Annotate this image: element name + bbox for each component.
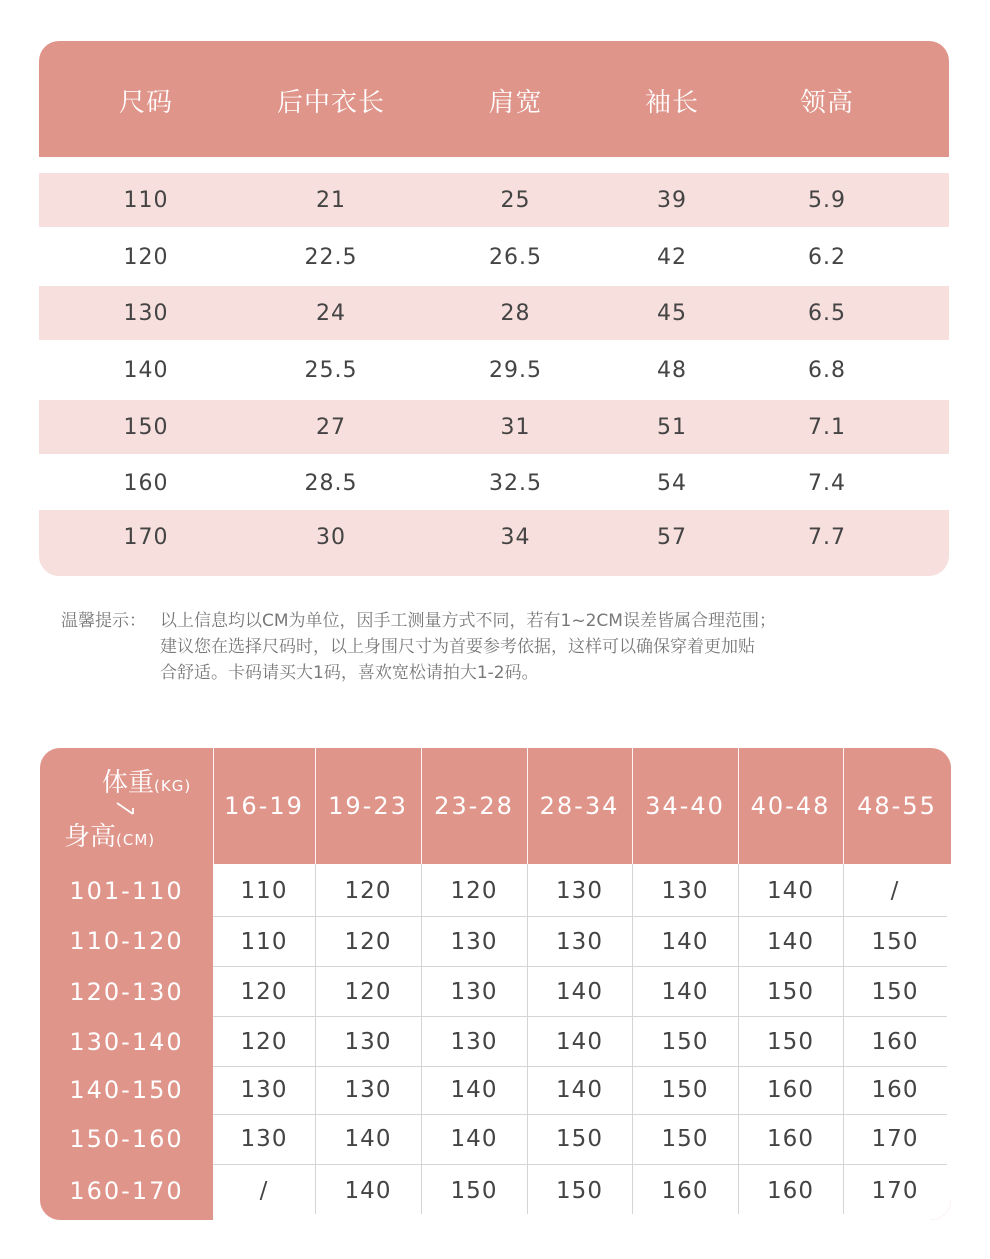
size-recommendation-cell: 130 bbox=[450, 929, 498, 955]
collar-height-cell: 7.7 bbox=[808, 525, 846, 550]
sleeve-length-cell: 39 bbox=[657, 188, 687, 213]
size-recommendation-cell: 140 bbox=[556, 1077, 603, 1103]
size-recommendation-cell: 120 bbox=[240, 979, 288, 1005]
table-row bbox=[39, 173, 949, 227]
sleeve-length-cell: 57 bbox=[657, 525, 687, 550]
sleeve-length-cell: 45 bbox=[657, 301, 687, 326]
size-recommendation-cell: 120 bbox=[450, 878, 498, 904]
size-recommendation-cell: 150 bbox=[767, 979, 814, 1005]
size-cell: 140 bbox=[123, 358, 169, 383]
size-recommendation-cell: 150 bbox=[556, 1126, 603, 1152]
back-length-cell: 25.5 bbox=[304, 358, 358, 383]
table-row bbox=[39, 510, 949, 576]
size-recommendation-cell: 150 bbox=[871, 929, 919, 955]
sleeve-length-cell: 54 bbox=[657, 471, 687, 496]
size-recommendation-cell: 160 bbox=[767, 1178, 814, 1204]
size-recommendation-cell: 150 bbox=[767, 1029, 814, 1055]
height-range-header: 160-170 bbox=[69, 1177, 184, 1205]
height-range-header: 101-110 bbox=[69, 877, 184, 905]
size-recommendation-cell: 140 bbox=[767, 878, 814, 904]
size-recommendation-cell: 170 bbox=[871, 1126, 919, 1152]
size-recommendation-cell: 150 bbox=[556, 1178, 603, 1204]
size-recommendation-cell: 110 bbox=[240, 878, 288, 904]
collar-height-cell: 7.1 bbox=[808, 415, 846, 440]
size-recommendation-cell: 140 bbox=[661, 979, 709, 1005]
weight-height-table bbox=[40, 748, 951, 1220]
size-recommendation-cell: 130 bbox=[661, 878, 709, 904]
size-cell: 130 bbox=[123, 301, 169, 326]
shoulder-width-cell: 26.5 bbox=[489, 245, 542, 270]
height-range-header: 130-140 bbox=[69, 1028, 184, 1056]
height-range-header: 110-120 bbox=[69, 927, 184, 955]
weight-range-header: 28-34 bbox=[539, 792, 620, 820]
height-unit: (CM) bbox=[116, 831, 156, 849]
weight-unit: (KG) bbox=[154, 777, 192, 795]
height-range-header: 150-160 bbox=[69, 1125, 184, 1153]
size-recommendation-cell: 150 bbox=[661, 1077, 709, 1103]
height-label: 身高 bbox=[64, 822, 117, 852]
notes-line: 以上信息均以CM为单位，因手工测量方式不同，若有1~2CM误差皆属合理范围； bbox=[160, 611, 776, 631]
shoulder-width-cell: 34 bbox=[500, 525, 531, 550]
notes-label: 温馨提示： bbox=[61, 611, 146, 631]
size-recommendation-cell: 160 bbox=[871, 1029, 919, 1055]
size-recommendation-cell: 150 bbox=[661, 1126, 709, 1152]
size-recommendation-cell: 130 bbox=[450, 1029, 498, 1055]
corner-height-label bbox=[64, 816, 155, 853]
size-recommendation-cell: 150 bbox=[661, 1029, 709, 1055]
size-recommendation-cell: / bbox=[890, 878, 900, 904]
shoulder-width-cell: 29.5 bbox=[489, 358, 542, 383]
shoulder-width-cell: 31 bbox=[500, 415, 531, 440]
size-recommendation-cell: 130 bbox=[556, 929, 603, 955]
table-row bbox=[39, 456, 949, 510]
sleeve-length-cell: 48 bbox=[657, 358, 687, 383]
size-recommendation-cell: 120 bbox=[344, 878, 392, 904]
collar-height-cell: 6.2 bbox=[808, 245, 846, 270]
table-row bbox=[39, 400, 949, 454]
back-length-cell: 22.5 bbox=[304, 245, 358, 270]
size-recommendation-cell: 120 bbox=[344, 929, 392, 955]
collar-height-cell: 7.4 bbox=[808, 471, 846, 496]
size-recommendation-cell: 140 bbox=[450, 1126, 498, 1152]
size-recommendation-cell: 150 bbox=[450, 1178, 498, 1204]
size-recommendation-cell: 120 bbox=[240, 1029, 288, 1055]
size-recommendation-cell: 160 bbox=[767, 1077, 814, 1103]
header-shoulder-width: 肩宽 bbox=[488, 88, 543, 118]
size-recommendation-cell: 160 bbox=[871, 1077, 919, 1103]
notes-text bbox=[160, 608, 930, 686]
back-length-cell: 27 bbox=[316, 415, 346, 440]
size-recommendation-cell: 140 bbox=[767, 929, 814, 955]
size-recommendation-cell: 140 bbox=[556, 979, 603, 1005]
size-recommendation-cell: 160 bbox=[767, 1126, 814, 1152]
shoulder-width-cell: 32.5 bbox=[489, 471, 542, 496]
size-recommendation-cell: 140 bbox=[556, 1029, 603, 1055]
weight-range-header: 23-28 bbox=[434, 792, 514, 820]
size-recommendation-cell: 130 bbox=[240, 1126, 288, 1152]
weight-range-header: 16-19 bbox=[224, 792, 304, 820]
notes-line: 合舒适。卡码请买大1码，喜欢宽松请拍大1-2码。 bbox=[160, 663, 539, 683]
collar-height-cell: 5.9 bbox=[808, 188, 846, 213]
collar-height-cell: 6.5 bbox=[808, 301, 846, 326]
height-range-header: 140-150 bbox=[69, 1076, 184, 1104]
size-cell: 160 bbox=[123, 471, 169, 496]
table-row bbox=[39, 343, 949, 397]
size-recommendation-cell: 110 bbox=[240, 929, 288, 955]
weight-range-header: 19-23 bbox=[328, 792, 408, 820]
back-length-cell: 28.5 bbox=[304, 471, 358, 496]
weight-range-header: 34-40 bbox=[645, 792, 725, 820]
size-recommendation-cell: 130 bbox=[450, 979, 498, 1005]
header-collar-height: 领高 bbox=[799, 88, 854, 118]
size-recommendation-cell: 140 bbox=[661, 929, 709, 955]
size-recommendation-cell: 130 bbox=[240, 1077, 288, 1103]
size-cell: 150 bbox=[123, 415, 169, 440]
header-size: 尺码 bbox=[118, 88, 173, 118]
weight-label: 体重 bbox=[102, 768, 155, 798]
notes-line: 建议您在选择尺码时，以上身围尺寸为首要参考依据，这样可以确保穿着更加贴 bbox=[160, 637, 755, 657]
height-range-header: 120-130 bbox=[69, 978, 184, 1006]
back-length-cell: 21 bbox=[316, 188, 346, 213]
collar-height-cell: 6.8 bbox=[808, 358, 846, 383]
table-row bbox=[39, 230, 949, 284]
size-recommendation-cell: 130 bbox=[344, 1077, 392, 1103]
shoulder-width-cell: 28 bbox=[500, 301, 531, 326]
header-back-length: 后中衣长 bbox=[276, 88, 385, 118]
weight-range-header: 40-48 bbox=[750, 792, 831, 820]
sleeve-length-cell: 42 bbox=[657, 245, 687, 270]
size-recommendation-cell: 130 bbox=[344, 1029, 392, 1055]
size-recommendation-cell: 120 bbox=[344, 979, 392, 1005]
size-recommendation-cell: 140 bbox=[344, 1178, 392, 1204]
size-recommendation-cell: 150 bbox=[871, 979, 919, 1005]
size-recommendation-cell: 140 bbox=[450, 1077, 498, 1103]
size-cell: 120 bbox=[123, 245, 169, 270]
sleeve-length-cell: 51 bbox=[657, 415, 687, 440]
weight-range-header: 48-55 bbox=[857, 792, 937, 820]
size-chart-table bbox=[39, 41, 949, 576]
shoulder-width-cell: 25 bbox=[500, 188, 531, 213]
table-row bbox=[39, 286, 949, 340]
size-recommendation-cell: / bbox=[259, 1178, 269, 1204]
corner-weight-label bbox=[102, 762, 191, 799]
size-recommendation-cell: 160 bbox=[661, 1178, 709, 1204]
back-length-cell: 30 bbox=[316, 525, 346, 550]
size-recommendation-cell: 170 bbox=[871, 1178, 919, 1204]
back-length-cell: 24 bbox=[316, 301, 346, 326]
size-recommendation-cell: 130 bbox=[556, 878, 603, 904]
size-cell: 170 bbox=[123, 525, 169, 550]
header-sleeve-length: 袖长 bbox=[644, 88, 699, 118]
size-cell: 110 bbox=[123, 188, 169, 213]
size-recommendation-cell: 140 bbox=[344, 1126, 392, 1152]
size-chart-header bbox=[39, 41, 949, 157]
